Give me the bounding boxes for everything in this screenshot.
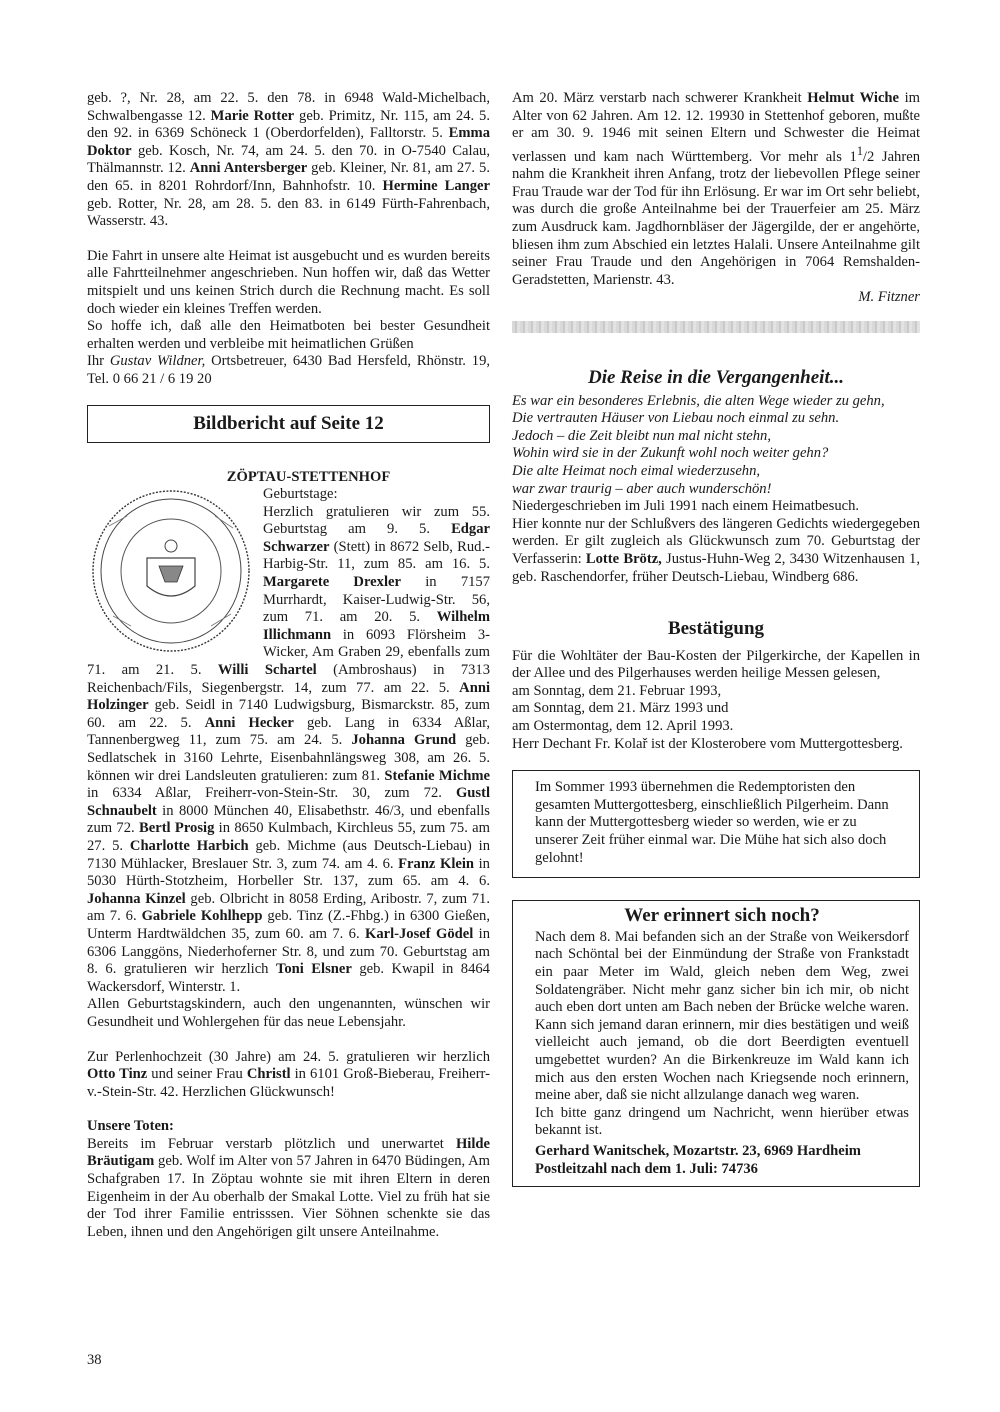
photo-report-box: [87, 405, 490, 443]
poem: [512, 393, 920, 499]
poem-line: Jedoch – die Zeit bleibt nun mal nicht stehn,: [512, 427, 771, 444]
poem-line: Die alte Heimat noch eimal wiederzusehn,: [512, 462, 761, 479]
mass-date: am Sonntag, dem 21. Februar 1993,: [512, 682, 722, 699]
photo-report-title: Bildbericht auf Seite 12: [193, 412, 384, 434]
poem-title: Die Reise in die Vergangenheit...: [588, 366, 844, 388]
remember-request: Ich bitte ganz dringend um Nachricht, wenn hierüber etwas bekannt ist.: [535, 1104, 909, 1139]
birthday-wishes: Allen Geburtstagskindern, auch den ungenannten, wünschen wir Gesundheit und Wohlergehen für das neue Lebensjahr.: [87, 996, 490, 1030]
page-number: 38: [87, 1352, 102, 1368]
remember-contact: Gerhard Wanitschek, Mozartstr. 23, 6969 Hardheim Postleitzahl nach dem 1. Juli: 74736: [535, 1142, 861, 1177]
confirmation-title: Bestätigung: [667, 618, 765, 640]
seal-svg: [87, 486, 255, 656]
poem-line: war zwar traurig – aber auch wunderschön!: [512, 480, 772, 497]
poem-note: Niedergeschrieben im Juli 1991 nach einem Heimatbesuch. Hier konnte nur der Schlußvers des längeren Gedichts wiedergegeben werden. Er gilt zugleich als Glückwunsch zum 70. Geburtstag der Verfasserin: Lotte Brötz, Justus-Huhn-Weg 2, 3430 Witzenhausen 1, geb. Raschendorfer, früher Deutsch-Liebau, Windberg 686.: [512, 498, 920, 585]
confirmation-intro: Für die Wohltäter der Bau-Kosten der Pilgerkirche, der Kapellen in der Allee und des Pilgerhauses werden heilige Messen gelesen,: [512, 647, 920, 682]
birthday-greetings: Geburtstage: Herzlich gratulieren wir zum 55. Geburtstag am 9. 5. Edgar Schwarzer (Stett) in 8672 Selb, Rud.-Harbig-Str. 11, zum 85. am 16. 5. Margarete Drexler in 7157 Murrhardt, Kaiser-Ludwig-Str. 56, zum 71. am 20. 5. Wilhelm Illichmann in 6093 Flörsheim 3-Wicker, Am Graben 29, ebenfalls zum 71. am 21. 5. Willi Schartel (Ambroshaus) in 7313 Reichenbach/Fils, Siegenbergstr. 14, zum 77. am 22. 5. Anni Holzinger geb. Seidl in 7140 Ludwigsburg, Bismarckstr. 85, zum 60. am 22. 5. Anni Hecker geb. Lang in 6334 Aßlar, Tannenbergweg 11, zum 75. am 24. 5. Johanna Grund geb. Sedlatschek in 3160 Lehrte, Eisenbahnlängsweg 308, am 26. 5. können wir drei Landsleuten gratulieren: zum 81. Stefanie Michme in 6334 Aßlar, Freiherr-von-Stein-Str. 30, zum 72. Gustl Schnaubelt in 8000 München 40, Elisabethstr. 46/3, und ebenfalls zum 72. Bertl Prosig in 8650 Kulmbach, Kirchleus 55, zum 75. am 27. 5. Charlotte Harbich geb. Michme (aus Deutsch-Liebau) in 7130 Mühlacker, Breslauer Str. 3, zum 74. am 4. 6. Franz Klein in 5030 Hürth-Stotzheim, Horbeller Str. 137, zum 65. am 4. 6. Johanna Kinzel geb. Olbricht in 8058 Erding, Aribostr. 7, zum 71. am 7. 6. Gabriele Kohlhepp geb. Tinz (Z.-Fhbg.) in 6300 Gießen, Unterm Hardtwäldchen 35, zum 60. am 7. 6. Karl-Josef Gödel in 6306 Langgöns, Niederhoferner Str. 8, und zum 70. Geburtstag am 8. 6. gratulieren wir herzlich Toni Elsner geb. Kwapil in 8464 Wackersdorf, Winterstr. 1.: [87, 486, 491, 995]
divider-band: [512, 321, 920, 333]
mass-date: am Sonntag, dem 21. März 1993 und: [512, 700, 729, 717]
summer-notice-text: Im Sommer 1993 übernehmen die Redemptoristen den gesamten Muttergottesberg, einschließlich Pilgerheim. Dann kann der Muttergottesberg wieder so werden, wie er zu unserer Zeit früher einmal war. Die Mühe hat sich also doch gelohnt!: [535, 779, 889, 866]
poem-line: Es war ein besonderes Erlebnis, die alten Wege wieder zu gehn,: [512, 392, 885, 409]
birthday-list-intro: geb. ?, Nr. 28, am 22. 5. den 78. in 6948 Wald-Michelbach, Schwalbengasse 12. Marie Rotter geb. Primitz, Nr. 115, am 24. 5. den 92. in 6369 Schöneck 1 (Oberdorfelden), Falltorstr. 5. Emma Doktor geb. Kosch, Nr. 74, am 24. 5. den 70. in O-7540 Calau, Thälmannstr. 12. Anni Antersberger geb. Kleiner, Nr. 81, am 27. 5. den 65. in 8201 Rohrdorf/Inn, Bahnhofstr. 10. Hermine Langer geb. Rotter, Nr. 28, am 28. 5. den 83. in 6149 Fürth-Fahrenbach, Wasserstr. 43.: [87, 90, 490, 230]
summer-notice-box: [512, 770, 920, 878]
poem-line: Wohin wird sie in der Zukunft wohl noch weiter gehn?: [512, 445, 829, 462]
poem-line: Die vertrauten Häuser von Liebau noch einmal zu sehn.: [512, 410, 840, 427]
confirmation-note: Herr Dechant Fr. Kolař ist der Klosterobere vom Muttergottesberg.: [512, 735, 903, 752]
greeting-paragraph: So hoffe ich, daß alle den Heimatboten bei bester Gesundheit erhalten werden und verbleibe mit heimatlichen Grüßen: [87, 318, 490, 352]
obituary-wiche: Am 20. März verstarb nach schwerer Krankheit Helmut Wiche im Alter von 62 Jahren. Am 12. 12. 19930 in Stettenhof geboren, mußte er am 30. 9. 1946 mit seinen Eltern und Schwester die Heimat verlassen und kam nach Württemberg. Vor mehr als $1^1/2$ Jahren nahm die Krankheit ihren Anfang, trotz der liebevollen Pflege seiner Frau Traude war der Tod für ihn Erlösung. Er war im Ort sehr beliebt, was durch die große Anteilnahme bei der Trauerfeier am 25. März zum Ausdruck kam. Jagdhornbläser der Jägergilde, der er angehörte, bliesen ihm zum Abschied ein letztes Halali. Unsere Anteilnahme gilt seiner Frau Traude und den Angehörigen in 7064 Remshalden-Geradstetten, Marienstr. 43.: [512, 90, 920, 288]
municipal-seal-icon: [87, 486, 257, 658]
right-column: [512, 90, 920, 1187]
remember-title: Wer erinnert sich noch?: [624, 905, 820, 927]
obituary-signature: M. Fitzner: [858, 289, 920, 306]
remember-box: [512, 900, 920, 1187]
author-signature: Ihr Gustav Wildner, Ortsbetreuer, 6430 Bad Hersfeld, Rhönstr. 19, Tel. 0 66 21 / 6 19 20: [87, 353, 491, 387]
section-title: ZÖPTAU-STETTENHOF: [226, 468, 391, 485]
obituaries-heading: Unsere Toten:: [87, 1118, 174, 1135]
mass-date: am Ostermontag, dem 12. April 1993.: [512, 718, 734, 735]
remember-text: Nach dem 8. Mai befanden sich an der Straße von Weikersdorf nach Schöntal bei der Einmündung der Straße von Frankstadt ein paar Meter im Wald, gleich neben dem Weg, zwei Soldatengräber. Nicht mehr ganz sicher bin ich mir, ob nicht auch eben dort unten am Bach neben der Brücke welche waren. Kann sich jemand daran erinnern, mir dies bestätigen und weiß vielleicht auch jemand, ob die dort Beerdigten eventuell umgebettet wurden? An die Birkenkreuze im Wald kann ich mich aus den ersten Wochen nach Kriegsende noch erinnern, meine aber, daß sie nicht allzulange danach weg waren.: [535, 928, 909, 1104]
trip-paragraph: Die Fahrt in unsere alte Heimat ist ausgebucht und es wurden bereits alle Fahrtteilnehmer angeschrieben. Nun hoffen wir, daß das Wetter mitspielt und uns keinen Strich durch die Rechnung macht. Es soll doch wieder ein kleines Treffen werden.: [87, 247, 490, 317]
left-column: [87, 90, 490, 1241]
pearl-wedding-note: Zur Perlenhochzeit (30 Jahre) am 24. 5. gratulieren wir herzlich Otto Tinz und seiner Frau Christl in 6101 Groß-Bieberau, Freiherr-v.-Stein-Str. 42. Herzlichen Glückwunsch!: [87, 1048, 490, 1100]
obituary-braeutigam: Bereits im Februar verstarb plötzlich und unerwartet Hilde Bräutigam geb. Wolf im Alter von 57 Jahren in 6470 Büdingen, Am Schafgraben 17. In Zöptau wohnte sie mit ihren Eltern in deren Eigenheim in der Au oberhalb der Smakal Lotte. Viel zu früh hat sie der Tod ihrer Familie entrisssen. Vier Söhnen schenkte sie das Leben, ihnen und den Angehörigen gilt unsere Anteilnahme.: [87, 1135, 490, 1240]
